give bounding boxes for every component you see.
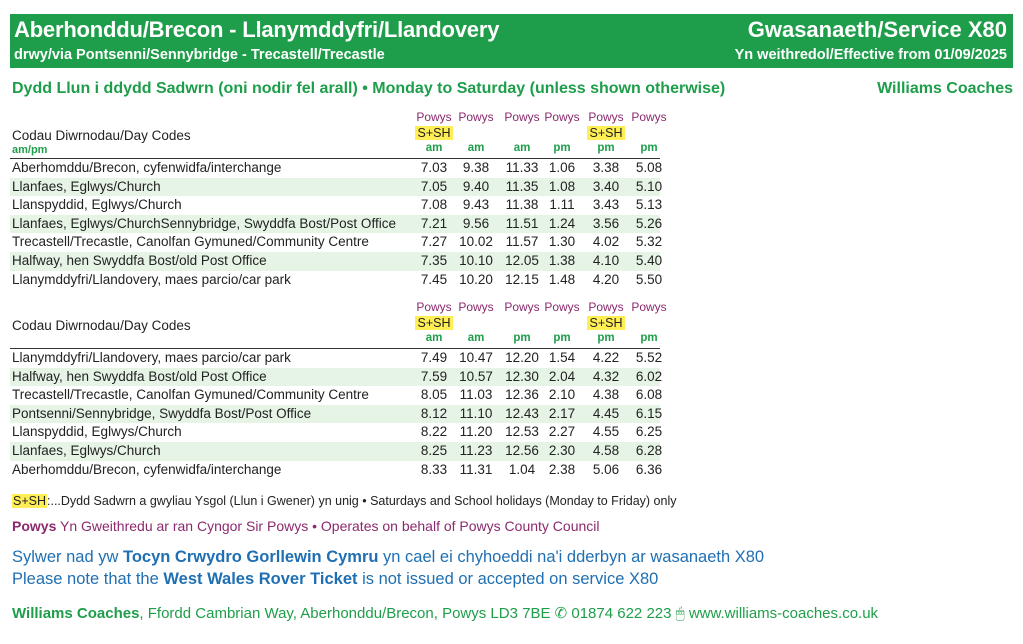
departure-time: 10.57 — [459, 368, 493, 384]
table-row — [10, 233, 663, 252]
rover-welsh-ticket: Tocyn Crwydro Gorllewin Cymru — [122, 548, 379, 566]
departure-time: 4.20 — [592, 271, 620, 287]
day-codes-label: Codau Diwrnodau/Day Codes — [12, 318, 191, 333]
departure-time: 4.02 — [592, 234, 620, 250]
departure-time: 3.43 — [592, 197, 620, 213]
departure-time: 4.22 — [592, 350, 620, 365]
departure-time: 12.43 — [505, 405, 539, 421]
ampm-indicator: pm — [640, 332, 658, 344]
rover-english — [12, 568, 764, 590]
table-row — [10, 349, 663, 368]
column-header — [627, 110, 671, 156]
departure-time: 5.50 — [635, 271, 663, 287]
departure-time: 5.10 — [635, 178, 663, 194]
departure-time: 10.10 — [459, 252, 493, 268]
ampm-indicator: am — [467, 142, 485, 154]
departure-time: 4.32 — [592, 368, 620, 384]
timetable-header — [10, 110, 667, 158]
departure-time: 12.05 — [505, 252, 539, 268]
departure-time: 1.48 — [548, 271, 576, 287]
ampm-indicator: pm — [597, 332, 615, 344]
ampm-indicator: am — [425, 332, 443, 344]
departure-time: 12.15 — [505, 271, 539, 287]
column-header — [500, 300, 544, 346]
table-row — [10, 405, 663, 424]
council-label: Powys — [631, 110, 667, 124]
departure-time: 8.33 — [420, 461, 448, 477]
route-title: Aberhonddu/Brecon - Llanymddyfri/Llandovery — [14, 17, 500, 42]
service-number: Gwasanaeth/Service X80 — [747, 17, 1007, 42]
rover-english-pre: Please note that the — [12, 570, 164, 588]
rover-english-post: is not issued or accepted on service X80 — [357, 570, 659, 588]
departure-time: 4.55 — [592, 424, 620, 440]
column-header — [412, 300, 456, 346]
ampm-indicator: pm — [597, 142, 615, 154]
day-code-badge: S+SH — [417, 316, 451, 330]
departure-time: 4.58 — [592, 442, 620, 458]
column-header — [627, 300, 671, 346]
stop-name: Trecastell/Trecastle, Canolfan Gymuned/Community Centre — [12, 234, 369, 250]
departure-time: 2.30 — [548, 442, 576, 458]
departure-time: 3.40 — [592, 178, 620, 194]
departure-time: 12.20 — [505, 350, 539, 365]
ampm-indicator: pm — [553, 332, 571, 344]
council-label: Powys — [544, 300, 580, 314]
departure-time: 5.26 — [635, 215, 663, 231]
footer-contact — [12, 604, 878, 622]
departure-time: 3.38 — [592, 160, 620, 175]
stop-name: Llanymddyfri/Llandovery, maes parcio/car park — [12, 350, 291, 365]
departure-time: 10.02 — [459, 234, 493, 250]
departure-time: 11.03 — [459, 387, 493, 403]
council-label: Powys — [504, 300, 540, 314]
ampm-indicator: am — [467, 332, 485, 344]
departure-time: 7.35 — [420, 252, 448, 268]
note-powys-key: Powys — [12, 518, 57, 534]
departure-time: 6.28 — [635, 442, 663, 458]
departure-time: 5.40 — [635, 252, 663, 268]
departure-time: 3.56 — [592, 215, 620, 231]
stop-name: Llanspyddid, Eglwys/Church — [12, 424, 182, 440]
column-header — [412, 110, 456, 156]
council-label: Powys — [504, 110, 540, 124]
departure-time: 1.08 — [548, 178, 576, 194]
council-label: Powys — [458, 110, 494, 124]
departure-time: 12.53 — [505, 424, 539, 440]
day-code — [412, 125, 456, 141]
departure-time: 4.10 — [592, 252, 620, 268]
rover-welsh-post: yn cael ei chyhoeddi na'i dderbyn ar wasanaeth X80 — [378, 548, 765, 566]
departure-time: 6.15 — [635, 405, 663, 421]
day-code — [627, 315, 671, 331]
operator-name: Williams Coaches — [877, 80, 1013, 97]
column-header — [584, 300, 628, 346]
column-header — [584, 110, 628, 156]
ampm-indicator: pm — [553, 142, 571, 154]
departure-time: 1.24 — [548, 215, 576, 231]
departure-time: 6.36 — [635, 461, 663, 477]
web-icon: 🖱 — [675, 605, 685, 622]
route-via: drwy/via Pontsenni/Sennybridge - Trecastell/Trecastle — [14, 47, 385, 63]
departure-time: 1.11 — [549, 197, 575, 213]
council-label: Powys — [544, 110, 580, 124]
ampm-label: am/pm — [12, 144, 48, 156]
departure-time: 7.08 — [420, 197, 448, 213]
table-row — [10, 423, 663, 442]
departure-time: 7.21 — [420, 215, 448, 231]
departure-time: 6.02 — [635, 368, 663, 384]
departure-time: 2.17 — [548, 405, 576, 421]
effective-date: Yn weithredol/Effective from 01/09/2025 — [734, 47, 1007, 63]
departure-time: 11.23 — [459, 442, 493, 458]
departure-time: 7.59 — [420, 368, 448, 384]
council-label: Powys — [416, 300, 452, 314]
stop-name: Halfway, hen Swyddfa Bost/old Post Office — [12, 368, 267, 384]
note-ssh — [12, 494, 676, 508]
stop-name: Halfway, hen Swyddfa Bost/old Post Office — [12, 252, 267, 268]
days-of-operation: Dydd Llun i ddydd Sadwrn (oni nodir fel arall) • Monday to Saturday (unless shown otherwise) — [12, 80, 726, 97]
day-code — [454, 125, 498, 141]
stop-name: Llanfaes, Eglwys/Church — [12, 442, 161, 458]
council-label: Powys — [458, 300, 494, 314]
day-code — [540, 315, 584, 331]
council-label: Powys — [588, 300, 624, 314]
departure-time: 11.51 — [505, 215, 539, 231]
table-row — [10, 386, 663, 405]
departure-time: 11.38 — [505, 197, 539, 213]
departure-time: 1.04 — [508, 461, 536, 477]
departure-time: 7.45 — [420, 271, 448, 287]
rover-welsh-pre: Sylwer nad yw — [12, 548, 123, 566]
note-ssh-key: S+SH — [13, 494, 47, 508]
footer-address: , Ffordd Cambrian Way, Aberhonddu/Brecon, Powys LD3 7BE — [139, 605, 555, 622]
table-row — [10, 196, 663, 215]
footer-company: Williams Coaches — [12, 605, 140, 622]
departure-time: 1.06 — [548, 160, 576, 175]
note-ssh-text: :...Dydd Sadwrn a gwyliau Ysgol (Llun i Gwener) yn unig • Saturdays and School holidays (Monday to Friday) only — [47, 494, 677, 508]
day-code — [627, 125, 671, 141]
departure-time: 7.05 — [420, 178, 448, 194]
stop-name: Pontsenni/Sennybridge, Swyddfa Bost/Post Office — [12, 405, 312, 421]
stop-name: Aberhomddu/Brecon, cyfenwidfa/interchange — [12, 160, 282, 175]
table-row — [10, 461, 663, 480]
departure-time: 12.56 — [505, 442, 539, 458]
day-code — [500, 125, 544, 141]
departure-time: 11.57 — [505, 234, 539, 250]
ampm-indicator: am — [425, 142, 443, 154]
departure-time: 9.38 — [462, 160, 490, 175]
day-code-badge: S+SH — [417, 126, 451, 140]
departure-time: 4.45 — [592, 405, 620, 421]
departure-time: 7.27 — [420, 234, 448, 250]
day-code — [540, 125, 584, 141]
header-banner — [10, 14, 1013, 68]
note-powys-text: Yn Gweithredu ar ran Cyngor Sir Powys • Operates on behalf of Powys County Council — [56, 518, 600, 534]
note-powys — [12, 518, 600, 534]
departure-time: 8.05 — [420, 387, 448, 403]
phone-icon: ✆ — [554, 605, 568, 622]
departure-time: 11.10 — [459, 405, 493, 421]
ampm-indicator: pm — [513, 332, 531, 344]
table-row — [10, 215, 663, 234]
departure-time: 1.38 — [548, 252, 576, 268]
departure-time: 6.25 — [635, 424, 663, 440]
day-code — [500, 315, 544, 331]
council-label: Powys — [588, 110, 624, 124]
day-codes-label: Codau Diwrnodau/Day Codes — [12, 128, 191, 143]
rover-english-ticket: West Wales Rover Ticket — [163, 570, 358, 588]
departure-time: 2.38 — [548, 461, 576, 477]
timetable-outbound — [10, 110, 667, 289]
departure-time: 10.20 — [459, 271, 493, 287]
day-code — [584, 315, 628, 331]
day-code-badge: S+SH — [589, 316, 623, 330]
departure-time: 1.54 — [548, 350, 576, 365]
column-header — [454, 110, 498, 156]
departure-time: 11.35 — [505, 178, 539, 194]
table-row — [10, 368, 663, 387]
departure-time: 12.36 — [505, 387, 539, 403]
departure-time: 5.08 — [635, 160, 663, 175]
departure-time: 8.22 — [420, 424, 448, 440]
departure-time: 5.06 — [592, 461, 620, 477]
departure-time: 2.04 — [548, 368, 576, 384]
departure-time: 7.49 — [420, 350, 448, 365]
stop-name: Llanfaes, Eglwys/ChurchSennybridge, Swyddfa Bost/Post Office — [12, 215, 396, 231]
table-row — [10, 442, 663, 461]
departure-time: 7.03 — [420, 160, 448, 175]
departure-time: 8.25 — [420, 442, 448, 458]
ampm-indicator: am — [513, 142, 531, 154]
stop-name: Llanspyddid, Eglwys/Church — [12, 197, 182, 213]
footer-phone[interactable]: 01874 622 223 — [567, 605, 676, 622]
table-row — [10, 178, 663, 197]
departure-time: 2.27 — [548, 424, 576, 440]
table-row — [10, 271, 663, 290]
column-header — [454, 300, 498, 346]
departure-time: 12.30 — [505, 368, 539, 384]
council-label: Powys — [416, 110, 452, 124]
column-header — [540, 110, 584, 156]
stop-name: Trecastell/Trecastle, Canolfan Gymuned/Community Centre — [12, 387, 369, 403]
timetable-header — [10, 300, 667, 348]
departure-time: 5.13 — [635, 197, 663, 213]
stop-name: Aberhomddu/Brecon, cyfenwidfa/interchange — [12, 461, 282, 477]
departure-time: 10.47 — [459, 350, 493, 365]
council-label: Powys — [631, 300, 667, 314]
departure-time: 1.30 — [548, 234, 576, 250]
departure-time: 4.38 — [592, 387, 620, 403]
departure-time: 5.32 — [635, 234, 663, 250]
departure-time: 8.12 — [420, 405, 448, 421]
column-header — [500, 110, 544, 156]
stop-name: Llanfaes, Eglwys/Church — [12, 178, 161, 194]
ampm-indicator: pm — [640, 142, 658, 154]
departure-time: 9.56 — [462, 215, 490, 231]
column-header — [540, 300, 584, 346]
footer-website[interactable]: www.williams-coaches.co.uk — [684, 605, 879, 622]
day-code — [412, 315, 456, 331]
table-row — [10, 252, 663, 271]
timetable-inbound — [10, 300, 667, 479]
departure-time: 9.43 — [462, 197, 490, 213]
rover-notice — [12, 546, 764, 590]
rover-welsh — [12, 546, 764, 568]
departure-time: 2.10 — [548, 387, 576, 403]
departure-time: 11.31 — [459, 461, 493, 477]
departure-time: 9.40 — [462, 178, 490, 194]
table-row — [10, 159, 663, 178]
departure-time: 5.52 — [635, 350, 663, 365]
departure-time: 11.33 — [505, 160, 539, 175]
departure-time: 11.20 — [459, 424, 493, 440]
day-code-badge: S+SH — [589, 126, 623, 140]
stop-name: Llanymddyfri/Llandovery, maes parcio/car park — [12, 271, 291, 287]
departure-time: 6.08 — [635, 387, 663, 403]
day-code — [584, 125, 628, 141]
day-code — [454, 315, 498, 331]
